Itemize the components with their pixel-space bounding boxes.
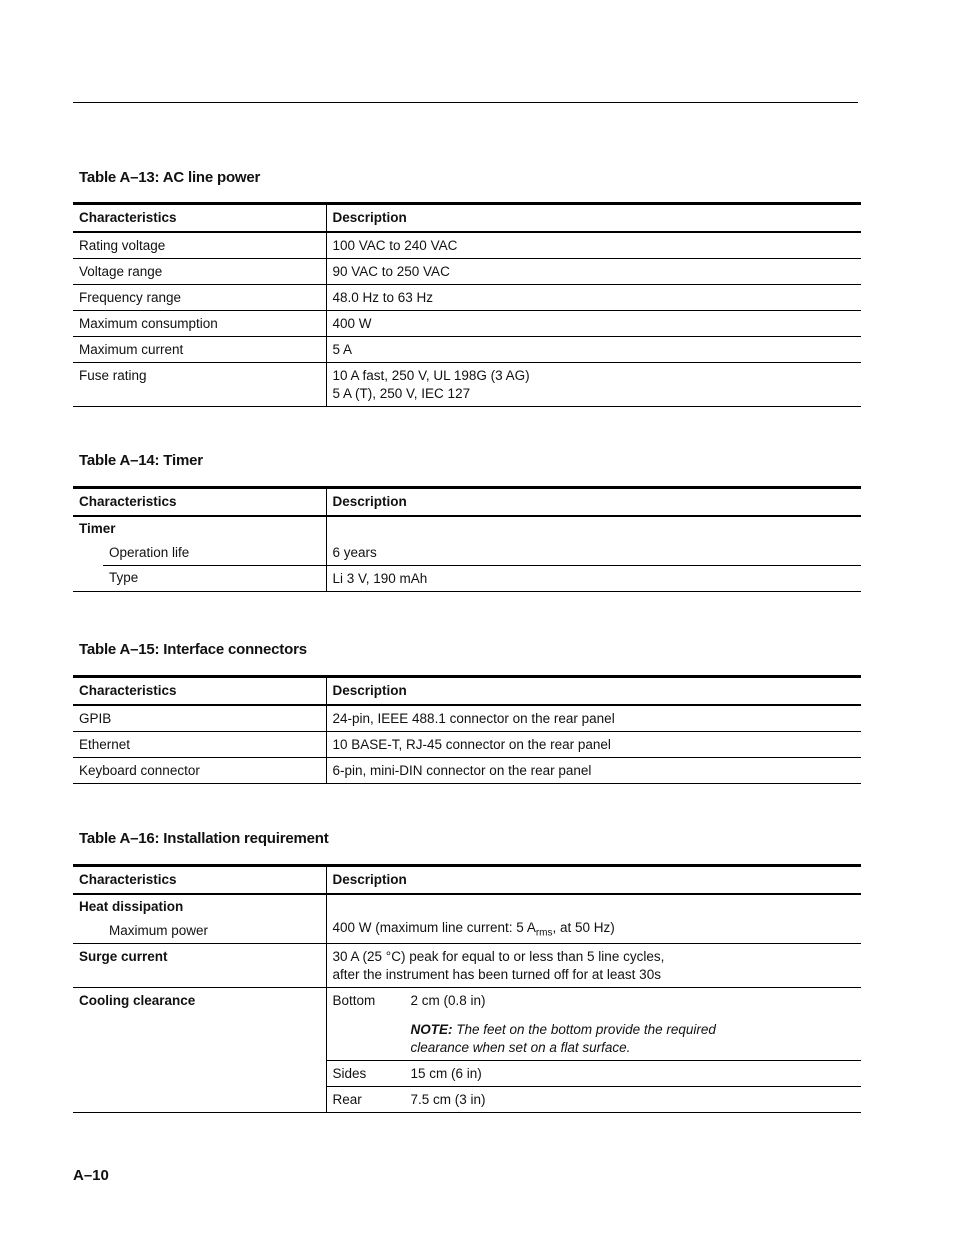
table-row [73,232,861,259]
table-group-row [73,894,861,918]
table-installation-requirement [73,864,861,1113]
note-text: The feet on the bottom provide the required [452,1022,716,1037]
row-label: Operation life [73,540,326,566]
column-header-characteristics: Characteristics [73,677,326,706]
page-number: A–10 [73,1167,109,1184]
cooling-bottom [333,992,862,1010]
table-header-row [73,866,861,895]
table-row [73,988,861,1061]
max-power-suffix: , at 50 Hz) [552,919,615,935]
cooling-bottom-value: 2 cm (0.8 in) [410,993,486,1008]
row-label: Cooling clearance [73,988,326,1113]
row-label: Maximum power [73,918,326,944]
row-value: 5 A [326,337,861,363]
row-value: 10 BASE-T, RJ-45 connector on the rear panel [326,732,861,758]
cooling-sides-label: Sides [332,1065,367,1081]
table-row [73,918,861,944]
cooling-bottom-label: Bottom [332,993,376,1008]
row-value: 400 W [326,311,861,337]
table-a14-title: Table A–14: Timer [79,452,203,469]
cooling-note [411,1021,862,1057]
value-line: after the instrument has been turned off for at least 30s [332,967,661,982]
row-label: Surge current [73,944,326,988]
table-a13-title: Table A–13: AC line power [79,169,261,186]
note-line [411,1021,862,1039]
row-value: 100 VAC to 240 VAC [326,232,861,259]
column-header-characteristics: Characteristics [73,488,326,517]
table-row [73,311,861,337]
table-row [73,363,861,407]
row-value: 6-pin, mini-DIN connector on the rear panel [326,758,861,784]
row-value [326,1061,861,1087]
row-label: GPIB [73,705,326,732]
table-ac-line-power [73,202,861,407]
table-row [73,285,861,311]
column-header-description: Description [326,488,861,517]
table-row [73,944,861,988]
row-value: 24-pin, IEEE 488.1 connector on the rear panel [326,705,861,732]
group-value [326,894,861,918]
note-prefix: NOTE: [410,1022,453,1037]
note-line: clearance when set on a flat surface. [410,1040,631,1055]
row-value: 48.0 Hz to 63 Hz [326,285,861,311]
row-value: 6 years [326,540,861,566]
table-timer [73,486,861,592]
row-label: Fuse rating [73,363,326,407]
group-label: Timer [79,521,116,536]
table-a16-title: Table A–16: Installation requirement [79,830,329,847]
table-group-row [73,516,861,540]
table-header-row [73,677,861,706]
row-label: Voltage range [73,259,326,285]
row-value [326,918,861,944]
row-label: Maximum consumption [73,311,326,337]
table-row [73,758,861,784]
value-line: 30 A (25 °C) peak for equal to or less than 5 line cycles, [332,949,665,964]
table-a15-title: Table A–15: Interface connectors [79,641,307,658]
cooling-sides-value: 15 cm (6 in) [410,1065,482,1081]
row-value: Li 3 V, 190 mAh [326,566,861,592]
table-row [73,566,861,592]
row-label: Ethernet [73,732,326,758]
row-value [326,944,861,988]
row-value [326,988,861,1061]
row-label: Frequency range [73,285,326,311]
group-value [326,516,861,540]
row-label: Rating voltage [73,232,326,259]
row-label: Maximum current [73,337,326,363]
table-row [73,337,861,363]
cooling-rear-value: 7.5 cm (3 in) [410,1091,486,1107]
row-value [326,1087,861,1113]
table-row [73,732,861,758]
column-header-description: Description [326,677,861,706]
max-power-value: 400 W (maximum line current: 5 A [332,919,536,935]
row-label: Keyboard connector [73,758,326,784]
table-header-row [73,488,861,517]
cooling-rear-label: Rear [332,1091,362,1107]
value-line: 10 A fast, 250 V, UL 198G (3 AG) [332,368,530,383]
table-row [73,259,861,285]
table-header-row [73,204,861,233]
group-label: Heat dissipation [79,899,184,914]
header-rule [73,102,858,103]
column-header-description: Description [326,204,861,233]
column-header-characteristics: Characteristics [73,866,326,895]
table-row [73,705,861,732]
value-line: 5 A (T), 250 V, IEC 127 [332,386,471,401]
column-header-characteristics: Characteristics [73,204,326,233]
row-value [326,363,861,407]
table-interface-connectors [73,675,861,784]
row-value: 90 VAC to 250 VAC [326,259,861,285]
rms-subscript: rms [535,927,553,939]
column-header-description: Description [326,866,861,895]
table-row [73,540,861,566]
row-label: Type [73,566,326,592]
